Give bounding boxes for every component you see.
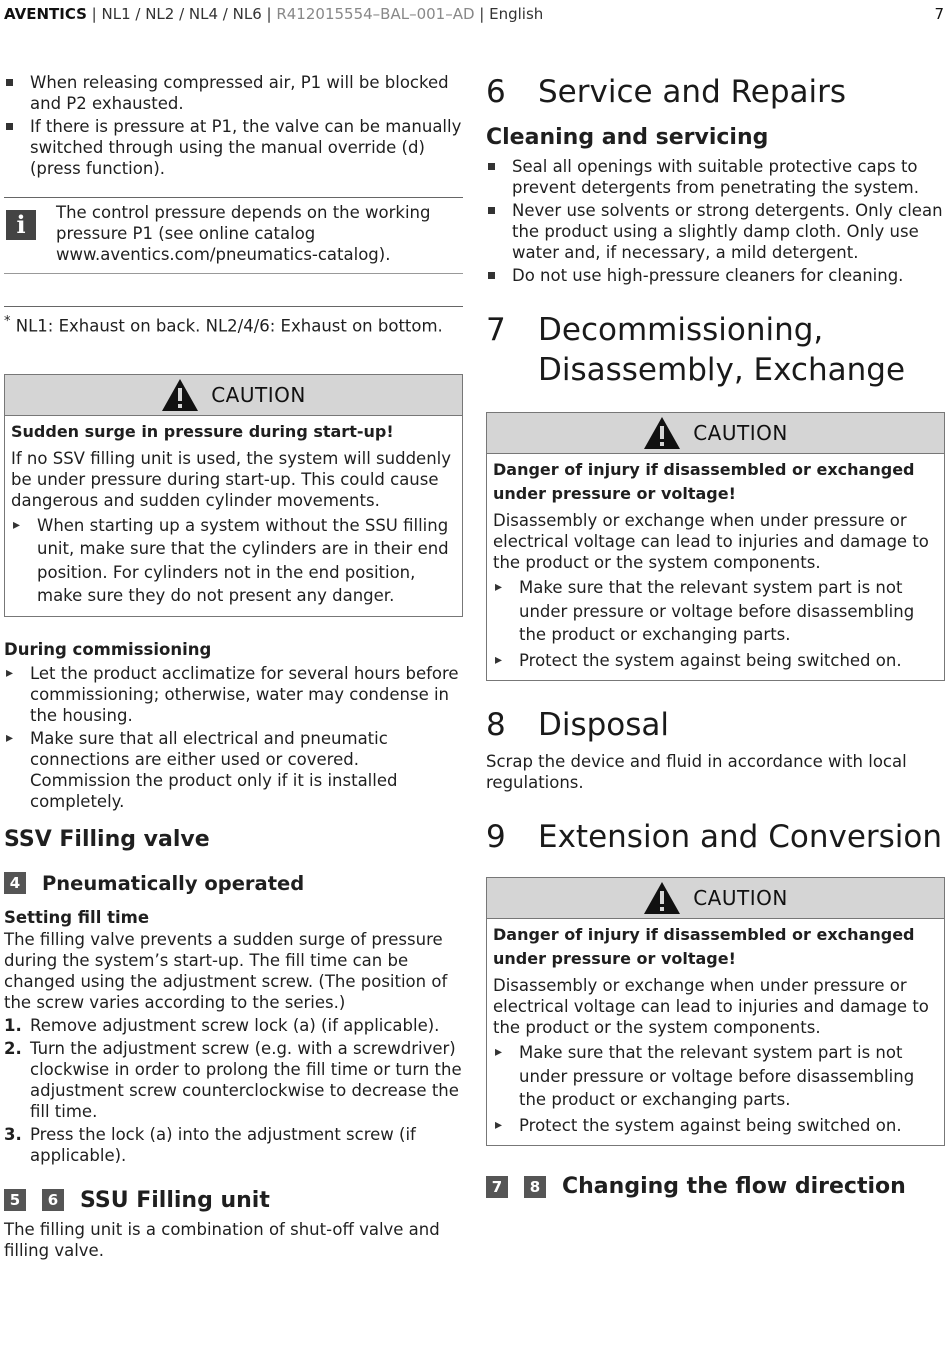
header-models: | NL1 / NL2 / NL4 / NL6 | bbox=[86, 5, 277, 23]
commissioning-heading: During commissioning bbox=[4, 639, 212, 659]
ssv-heading: SSV Filling valve bbox=[4, 826, 210, 852]
list-item: ▸ Make sure that the relevant system part is not under pressure or voltage before disassembling the product or exchanging parts. bbox=[493, 1041, 938, 1112]
chapter-heading-8 bbox=[486, 705, 945, 745]
chapter-number: 7 bbox=[486, 312, 506, 348]
ssu-text: The filling unit is a combination of shut-off valve and filling valve. bbox=[4, 1219, 440, 1260]
ssu-title: SSU Filling unit bbox=[80, 1187, 270, 1213]
disposal-text: Scrap the device and fluid in accordance with local regulations. bbox=[486, 752, 907, 792]
step-number: 2. bbox=[4, 1038, 22, 1058]
fill-time-heading: Setting fill time bbox=[4, 907, 150, 927]
caution-subtitle: Danger of injury if disassembled or exchanged under pressure or voltage! bbox=[493, 925, 915, 968]
flow-direction-title: Changing the flow direction bbox=[562, 1174, 906, 1199]
caution-header bbox=[487, 413, 944, 454]
list-item: ▸ Make sure that the relevant system part is not under pressure or voltage before disassembling the product or exchanging parts. bbox=[493, 576, 938, 647]
caution-actions bbox=[11, 514, 456, 608]
list-item: ▸ Protect the system against being switched on. bbox=[493, 1114, 938, 1138]
commissioning-list bbox=[4, 663, 463, 812]
step-number: 3. bbox=[4, 1124, 22, 1144]
caution-subtitle: Danger of injury if disassembled or exchanged under pressure or voltage! bbox=[493, 460, 915, 503]
list-item: Seal all openings with suitable protective caps to prevent detergents from penetrating the system. bbox=[486, 156, 945, 198]
footnote bbox=[4, 311, 463, 337]
right-column bbox=[486, 72, 945, 1199]
cleaning-heading: Cleaning and servicing bbox=[486, 125, 769, 150]
chapter-title: Service and Repairs bbox=[538, 74, 847, 110]
warning-triangle-icon bbox=[643, 416, 681, 450]
caution-header bbox=[5, 375, 462, 416]
step-text: Press the lock (a) into the adjustment screw (if applicable). bbox=[30, 1124, 416, 1165]
list-item: ▸ Let the product acclimatize for several hours before commissioning; otherwise, water may condense in the housing. bbox=[4, 663, 463, 726]
warning-triangle-icon bbox=[643, 881, 681, 915]
caution-box-startup bbox=[4, 374, 463, 617]
cleaning-list bbox=[486, 156, 945, 286]
chapter-title: Extension and Conversion bbox=[538, 819, 943, 855]
caution-text: Disassembly or exchange when under pressure or electrical voltage can lead to injuries and damage to the product or the system components. bbox=[493, 976, 929, 1037]
fill-time-text: The filling valve prevents a sudden surge of pressure during the system’s start-up. The fill time can be changed using the adjustment screw. (The position of the screw varies according to the series.) bbox=[4, 929, 448, 1012]
list-item: ▸ When starting up a system without the SSU filling unit, make sure that the cylinders are in their end position. For cylinders not in the end position, make sure they do not present any danger. bbox=[11, 514, 456, 608]
list-item: Never use solvents or strong detergents. Only clean the product using a slightly damp cloth. Only use water and, if necessary, a mild detergent. bbox=[486, 200, 945, 263]
caution-subtitle: Sudden surge in pressure during start-up! bbox=[11, 421, 394, 441]
flow-direction-heading bbox=[486, 1174, 945, 1199]
step-text: Remove adjustment screw lock (a) (if applicable). bbox=[30, 1015, 440, 1035]
brand-name: AVENTICS bbox=[4, 5, 87, 23]
list-item bbox=[4, 1038, 463, 1122]
chapter-heading-9 bbox=[486, 817, 945, 857]
chapter-number: 8 bbox=[486, 707, 506, 743]
info-icon: i bbox=[6, 210, 36, 240]
caution-header bbox=[487, 878, 944, 919]
caution-label: CAUTION bbox=[211, 382, 306, 407]
warning-triangle-icon bbox=[161, 378, 199, 412]
figure-ref-badge: 7 bbox=[486, 1176, 508, 1198]
caution-body bbox=[5, 416, 462, 616]
figure-ref-badge: 8 bbox=[524, 1176, 546, 1198]
fill-time-steps bbox=[4, 1015, 463, 1166]
page-number: 7 bbox=[934, 5, 944, 23]
doc-number: R412015554–BAL–001–AD bbox=[276, 5, 475, 23]
list-item: When releasing compressed air, P1 will be blocked and P2 exhausted. bbox=[4, 72, 463, 114]
left-column bbox=[4, 72, 463, 1261]
header-language: | English bbox=[474, 5, 544, 23]
list-item: ▸ Make sure that all electrical and pneumatic connections are either used or covered. Commission the product only if it is installed completely. bbox=[4, 728, 463, 812]
caution-label: CAUTION bbox=[693, 886, 788, 910]
chapter-number: 9 bbox=[486, 819, 506, 855]
footnote-divider bbox=[4, 306, 463, 307]
caution-body bbox=[487, 454, 944, 680]
caution-actions bbox=[493, 1041, 938, 1137]
list-item: Do not use high-pressure cleaners for cleaning. bbox=[486, 265, 945, 286]
list-item bbox=[4, 1015, 463, 1036]
chapter-heading-6 bbox=[486, 72, 945, 112]
pneumatic-title: Pneumatically operated bbox=[42, 871, 305, 895]
caution-actions bbox=[493, 576, 938, 672]
list-item bbox=[4, 1124, 463, 1166]
chapter-heading-7 bbox=[486, 310, 945, 390]
list-item: ▸ Protect the system against being switched on. bbox=[493, 649, 938, 673]
figure-ref-badge: 6 bbox=[42, 1189, 64, 1211]
info-text: The control pressure depends on the working pressure P1 (see online catalog www.aventics.com/pneumatics-catalog). bbox=[56, 203, 431, 264]
footnote-mark: * bbox=[4, 314, 11, 329]
caution-box-conversion bbox=[486, 877, 945, 1146]
ssu-heading bbox=[4, 1188, 463, 1213]
chapter-number: 6 bbox=[486, 74, 506, 110]
caution-body bbox=[487, 919, 944, 1145]
figure-ref-badge: 4 bbox=[4, 872, 26, 894]
step-text: Turn the adjustment screw (e.g. with a screwdriver) clockwise in order to prolong the fill time or turn the adjustment screw counterclockwise to decrease the fill time. bbox=[30, 1038, 462, 1121]
chapter-title: Disposal bbox=[538, 707, 670, 743]
pneumatic-heading bbox=[4, 872, 463, 895]
list-item: If there is pressure at P1, the valve can be manually switched through using the manual override (d) (press function). bbox=[4, 116, 463, 179]
caution-text: If no SSV filling unit is used, the system will suddenly be under pressure during start-up. This could cause dangerous and sudden cylinder movements. bbox=[11, 448, 451, 510]
caution-text: Disassembly or exchange when under pressure or electrical voltage can lead to injuries and damage to the product or the system components. bbox=[493, 511, 929, 572]
page-header bbox=[4, 5, 946, 27]
figure-ref-badge: 5 bbox=[4, 1189, 26, 1211]
footnote-text: NL1: Exhaust on back. NL2/4/6: Exhaust on bottom. bbox=[10, 316, 443, 336]
chapter-title: Decommissioning, Disassembly, Exchange bbox=[538, 312, 906, 388]
caution-box-disassembly bbox=[486, 412, 945, 681]
caution-label: CAUTION bbox=[693, 421, 788, 445]
valve-behavior-list bbox=[4, 72, 463, 179]
step-number: 1. bbox=[4, 1015, 22, 1035]
info-note bbox=[4, 197, 463, 274]
